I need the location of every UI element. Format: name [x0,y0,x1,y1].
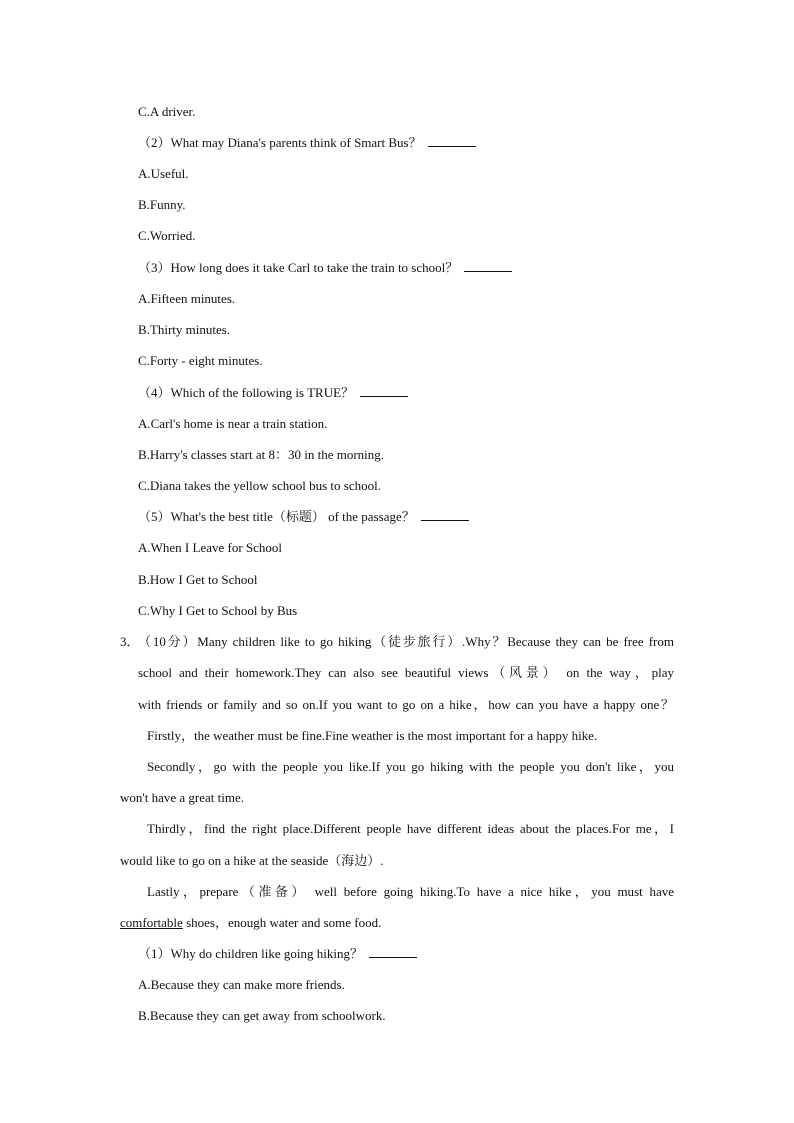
q2-sub2-option-a: A.Useful. [138,166,189,181]
q3-intro-line1: （10分）Many children like to go hiking（徒步旅行）.Why？Because they can be free from [138,634,674,649]
q3-sub1-question [138,946,417,962]
q2-sub1-option-c: C.A driver. [138,104,196,119]
q2-sub4-option-a: A.Carl's home is near a train station. [138,416,328,431]
q2-sub3-option-c: C.Forty - eight minutes. [138,353,263,368]
q2-sub2-option-b: B.Funny. [138,197,186,212]
q2-sub2-question [138,135,476,151]
q2-sub5-option-c: C.Why I Get to School by Bus [138,603,298,618]
q3-paragraph-3-line2: would like to go on a hike at the seaside（海边）. [120,853,384,868]
q2-sub4-option-b: B.Harry's classes start at 8：30 in the morning. [138,447,385,462]
question-text: （2）What may Diana's parents think of Smart Bus？ [138,135,422,150]
question-text: （3）How long does it take Carl to take the train to school？ [138,260,459,275]
q3-paragraph-4-line2 [120,915,381,931]
q3-paragraph-2-line2: won't have a great time. [120,790,244,805]
q2-sub3-question [138,260,512,276]
question-text: （4）Which of the following is TRUE？ [138,385,355,400]
paragraph-text: shoes，enough water and some food. [182,915,382,930]
q3-sub1-option-b: B.Because they can get away from schoolwork. [138,1008,386,1023]
question-text: （1）Why do children like going hiking？ [138,946,363,961]
answer-blank[interactable] [360,385,408,397]
answer-blank[interactable] [421,509,469,521]
q2-sub3-option-a: A.Fifteen minutes. [138,291,236,306]
q2-sub5-question [138,509,469,525]
q3-paragraph-1: Firstly，the weather must be fine.Fine weather is the most important for a happy hike. [147,728,598,743]
q3-paragraph-2-line1: Secondly，go with the people you like.If you go hiking with the people you don't like，you [147,759,674,774]
q3-paragraph-4-line1: Lastly，prepare（准备） well before going hiking.To have a nice hike，you must have [147,884,674,899]
q2-sub5-option-b: B.How I Get to School [138,572,258,587]
q3-intro-line2: school and their homework.They can also see beautiful views（风景） on the way，play [138,665,674,680]
underlined-word: comfortable [120,915,183,930]
q3-sub1-option-a: A.Because they can make more friends. [138,977,345,992]
answer-blank[interactable] [428,135,476,147]
q3-paragraph-3-line1: Thirdly，find the right place.Different people have different ideas about the places.For me，I [147,821,674,836]
q2-sub2-option-c: C.Worried. [138,228,196,243]
answer-blank[interactable] [369,946,417,958]
q2-sub4-question [138,385,408,401]
q3-intro-line3: with friends or family and so on.If you want to go on a hike，how can you have a happy one？ [138,697,674,712]
q3-number: 3． [120,634,140,649]
answer-blank[interactable] [464,260,512,272]
q2-sub3-option-b: B.Thirty minutes. [138,322,231,337]
q2-sub4-option-c: C.Diana takes the yellow school bus to school. [138,478,381,493]
q2-sub5-option-a: A.When I Leave for School [138,540,283,555]
question-text: （5）What's the best title（标题） of the passage？ [138,509,415,524]
